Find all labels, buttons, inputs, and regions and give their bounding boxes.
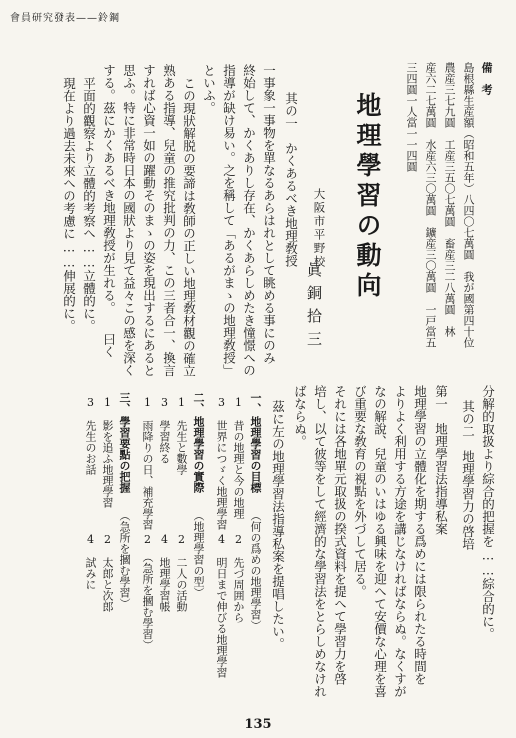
plan-item-title: 地理學習の目標 <box>249 416 262 493</box>
plan-subitem: 2 二人の活動 <box>175 533 188 612</box>
notes-line: 産六二七萬圓 水産六三〇萬圓 鑛産三〇萬圓 一戸當五 <box>424 62 437 348</box>
section2-line: 地理學習の立體化を期する爲めには限られたる時間を <box>412 385 428 685</box>
page-number: 135 <box>244 717 272 732</box>
plan-subitem: 3 學習終る <box>158 396 171 464</box>
section1-line: すれば心資一如の躍動そのまゝの姿を現出するにあると <box>141 64 157 377</box>
plan-item-number: 二、 <box>192 392 205 414</box>
plan-subitem: 2 （急所を摑む學習） <box>141 533 154 651</box>
author-affiliation: 大阪市平野校 <box>312 188 327 269</box>
section2-heading: 其の二 地理學習力の啓培 <box>460 400 476 550</box>
article-title: 地理學習の動向 <box>353 92 382 302</box>
section1-line: する。茲にかくあるべき地理敎授が生れる。 曰く <box>101 64 117 358</box>
running-head: 會員研究發表——鈴鋼 <box>10 13 120 24</box>
plan-item-note: （地理學習の型） <box>192 510 205 598</box>
plan-subitem: 2 太郎と次郎 <box>101 533 114 612</box>
section2-line: なの解說、兒童のいはゆる興味を迎へて安價な心理を喜 <box>372 385 388 698</box>
section1-continuation: 分解的取扱より綜合的把握を……綜合的に。 <box>480 385 496 640</box>
section1-line: 指導が缺け易い。之を稱して「あるがまゝの地理敎授」 <box>221 64 237 377</box>
section1-line: 終始して、かくありし存在、かくあらしめたき憧憬への <box>241 64 257 377</box>
section1-heading: 其の一 かくあるべき地理敎授 <box>283 92 299 267</box>
section1-line: 平面的觀察より立體的考察へ……立體的に。 <box>81 77 97 332</box>
section2-line: それには各地單元取扱の揆式資料を提へて學習力を啓 <box>332 385 348 685</box>
plan-item-title: 地理學習の實際 <box>192 416 205 493</box>
plan-subitem: 1 先生と數學 <box>175 396 188 475</box>
section2-line: ばならぬ。 <box>292 385 308 448</box>
section1-line: 思ふ。特に非常時日本の國狀より見て益々この感を深く <box>121 64 137 377</box>
plan-subitem: 1 影を追ふ地理學習 <box>101 396 114 508</box>
section2-line: 培し、以て彼等をして經濟的な學習法をとらしめなけれ <box>312 385 328 698</box>
section2-subheading: 第一 地理學習法指導私案 <box>433 385 449 535</box>
plan-item-number: 三、 <box>118 392 131 414</box>
plan-item-note: （急所を摑む學習） <box>118 510 131 609</box>
notes-line: 島根縣生産額（昭和五年）八四〇七萬圓 我が國第四十位 <box>462 62 475 348</box>
plan-subitem: 2 先づ周囲から <box>232 533 245 623</box>
section1-line: 熟ある指導、兒童の推究批判の力、この三者合一、換言 <box>161 64 177 377</box>
section1-line: 現在より過去未來への考慮に……伸展的に。 <box>61 77 77 332</box>
section2-line: 茲に左の地理學習法指導私案を提唱したい。 <box>270 400 286 650</box>
plan-subitem: 3 先生のお話 <box>84 396 97 475</box>
notes-label: 備 考 <box>480 62 493 95</box>
section1-line: 一事象一事物を單なるあらはれとして眺める事にのみ <box>261 64 277 364</box>
plan-subitem: 1 昔の地理と今の地理 <box>232 396 245 519</box>
plan-subitem: 4 地理學習帳 <box>158 533 171 612</box>
section1-line: この現狀解脱の要諦は敎師の正しい地理敎材觀の確立 <box>181 77 197 377</box>
notes-line: 三四圓一人當一一四圓 <box>405 62 418 172</box>
section1-line: といふ。 <box>201 64 217 114</box>
plan-item-number: 一、 <box>249 392 262 414</box>
notes-line: 農産三七九圓 工産三五〇七萬圓 畜産三二八萬圓 林 <box>443 62 456 337</box>
plan-subitem: 3 世界につゞく地理學習 <box>215 396 228 530</box>
section2-line: び重要な敎育の視點を外づして居る。 <box>352 385 368 598</box>
author-name: 眞銅拾三 <box>305 262 323 354</box>
plan-item-note: （何の爲めの地理學習） <box>249 510 262 631</box>
plan-subitem: 4 試みに <box>84 533 97 590</box>
plan-subitem: 1 雨降りの日、補充學習 <box>141 396 154 530</box>
plan-item-title: 學習要點の把握 <box>118 416 131 493</box>
plan-subitem: 4 明日まで伸びる地理學習 <box>215 533 228 678</box>
section2-line: よりよく利用する方途を講じなければならぬ。なくすが <box>392 385 408 698</box>
